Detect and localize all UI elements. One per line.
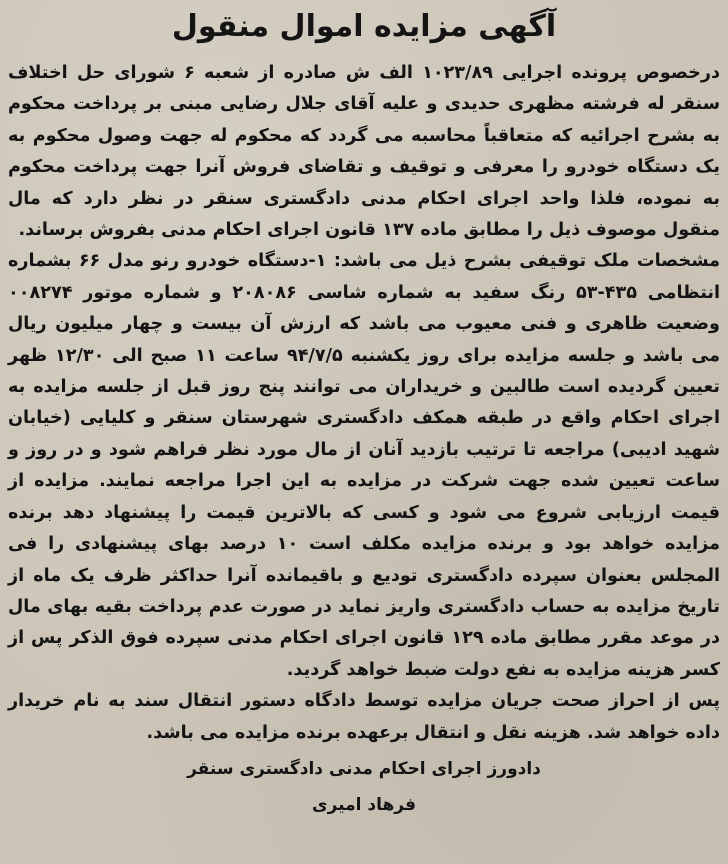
notice-paragraph-specs: مشخصات ملک توقیفی بشرح ذیل می باشد: ۱-دستگاه خودرو رنو مدل ۶۶ بشماره انتظامی ۴۳۵-۵۳ رنگ سفید به شماره شاسی ۲۰۸۰۸۶ و شماره موتور ۰۰۸۲۷۴ وضعیت ظاهری و فنی معیوب می باشد که ارزش آن بیست و چهار میلیون ریال می باشد و جلسه مزایده برای روز یکشنبه ۹۴/۷/۵ ساعت ۱۱ صبح الی ۱۲/۳۰ ظهر تعیین گردیده است طالبین و خریداران می توانند پنج روز قبل از جلسه مزایده به اجرای احکام واقع در طبقه همکف دادگستری شهرستان سنقر و کلیایی (خیابان شهید ادیبی) مراجعه تا ترتیب بازدید آنان از مال مورد نظر فراهم شود و در روز و ساعت تعیین شده جهت شرکت در مزایده به این اجرا مراجعه نمایند. مزایده از قیمت ارزیابی شروع می شود و کسی که بالاترین قیمت را پیشنهاد دهد برنده مزایده خواهد بود و برنده مزایده مکلف است ۱۰ درصد بهای پیشنهادی را فی المجلس بعنوان سپرده دادگستری تودیع و باقیمانده آنرا حداکثر ظرف یک ماه از تاریخ مزایده به حساب دادگستری واریز نماید در صورت عدم پرداخت بقیه بهای مال در موعد مقرر مطابق ماده ۱۲۹ قانون اجرای احکام مدنی سپرده فوق الذکر پس از کسر هزینه مزایده به نفع دولت ضبط خواهد گردید.	[8, 251, 721, 680]
signature-office: دادورز اجرای احکام مدنی دادگستری سنقر	[187, 758, 541, 779]
notice-title: آگهی مزایده اموال منقول	[171, 9, 557, 44]
signature-name: فرهاد امیری	[312, 794, 416, 815]
notice-paragraph-case: درخصوص پرونده اجرایی ۱۰۲۳/۸۹ الف ش صادره از شعبه ۶ شورای حل اختلاف سنقر له فرشته مظهری حدیدی و علیه آقای جلال رضایی مبنی بر پرداخت محکوم به بشرح اجرائیه که متعاقباً محاسبه می گردد که محکوم له جهت وصول محکوم به یک دستگاه خودرو را معرفی و توقیف و تقاضای فروش آنرا جهت پرداخت محکوم به نموده، فلذا واحد اجرای احکام مدنی دادگستری سنقر در نظر دارد که مال منقول موصوف ذیل را مطابق ماده ۱۳۷ قانون اجرای احکام مدنی بفروش برساند.	[8, 63, 720, 241]
notice-paragraph-transfer: پس از احراز صحت جریان مزایده توسط دادگاه دستور انتقال سند به نام خریدار داده خواهد شد. هزینه نقل و انتقال برعهده برنده مزایده می باشد.	[8, 691, 720, 743]
